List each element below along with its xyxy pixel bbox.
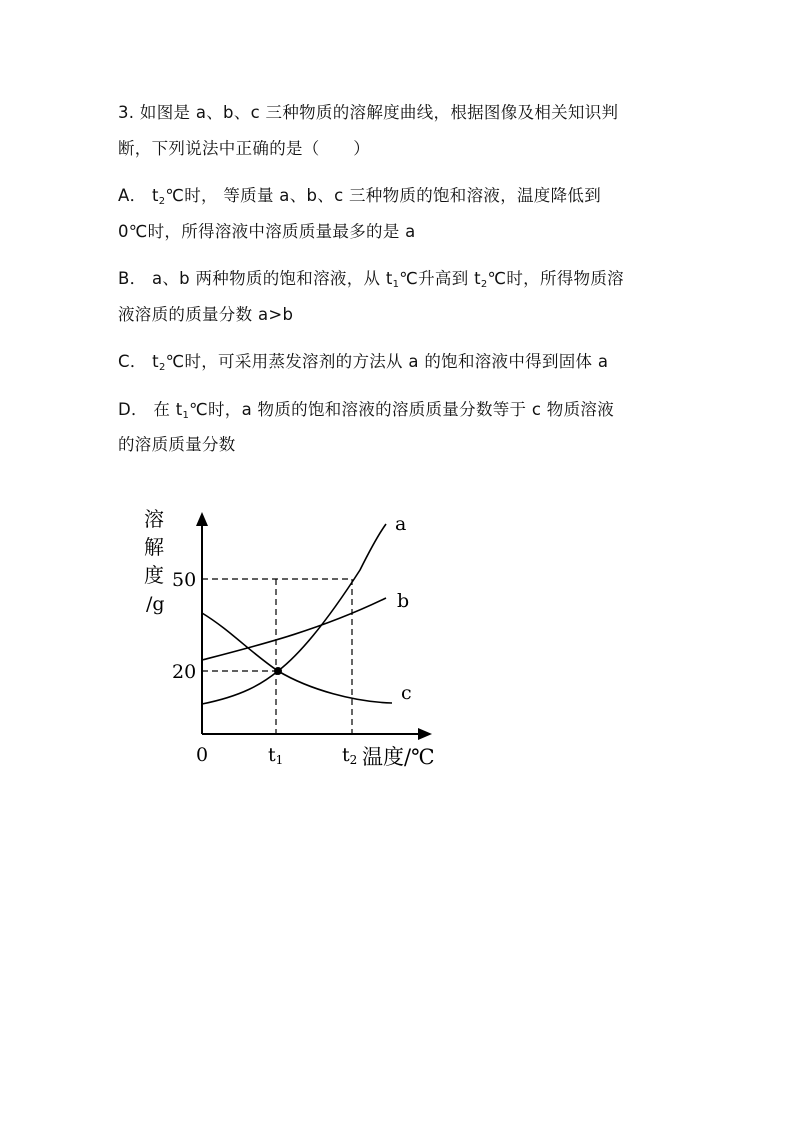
question-number: 3. bbox=[118, 103, 135, 122]
intersection-point bbox=[274, 667, 282, 675]
option-a-line-1: A． $t_2℃$时， 等质量 a、b、c 三种物质的饱和溶液，温度降低到 bbox=[118, 186, 602, 207]
option-d bbox=[118, 392, 688, 463]
origin-label: 0 bbox=[196, 744, 209, 766]
option-d-label: D． bbox=[118, 399, 148, 419]
curve-label-c: c bbox=[401, 682, 412, 704]
x-tick-t2: t2 bbox=[342, 744, 358, 767]
solubility-curve-figure bbox=[130, 500, 450, 790]
option-b-line-1: B． a、b 两种物质的饱和溶液，从 $t_1℃$升高到 $t_2℃$时，所得物质溶 bbox=[118, 269, 624, 290]
y-label-unit: /g bbox=[146, 593, 165, 615]
option-a-label: A． bbox=[118, 186, 147, 205]
y-tick-20: 20 bbox=[172, 661, 197, 683]
y-label-char-2: 解 bbox=[144, 535, 164, 559]
option-b-line-2: 液溶质的质量分数 a>b bbox=[118, 304, 294, 324]
x-axis-label: 温度/℃ bbox=[362, 745, 435, 769]
question-3 bbox=[118, 95, 688, 463]
option-a-line-2: 0℃时，所得溶液中溶质质量最多的是 a bbox=[118, 221, 416, 241]
curve-a bbox=[202, 524, 386, 704]
question-stem bbox=[118, 95, 688, 166]
stem-text-1: 如图是 a、b、c 三种物质的溶解度曲线，根据图像及相关知识判 bbox=[139, 103, 619, 122]
y-label-char-3: 度 bbox=[144, 563, 164, 587]
option-d-line-2: 的溶质质量分数 bbox=[118, 435, 236, 454]
option-d-line-1: D． 在 $t_1℃$时，a 物质的饱和溶液的溶质质量分数等于 c 物质溶液 bbox=[118, 399, 615, 421]
option-b-label: B． bbox=[118, 269, 147, 288]
y-axis-arrow-icon bbox=[196, 512, 208, 526]
option-c-line-1: C． $t_2℃$时，可采用蒸发溶剂的方法从 a 的饱和溶液中得到固体 a bbox=[118, 352, 609, 373]
option-c-label: C． bbox=[118, 352, 147, 371]
y-label-char-1: 溶 bbox=[144, 507, 164, 531]
stem-line-1 bbox=[118, 95, 688, 131]
curve-c bbox=[202, 613, 392, 703]
stem-line-2: 断，下列说法中正确的是（ ） bbox=[118, 138, 370, 158]
curve-label-a: a bbox=[395, 513, 407, 535]
solubility-curve-svg bbox=[130, 500, 450, 790]
x-tick-t1: t1 bbox=[268, 744, 284, 767]
option-a bbox=[118, 178, 688, 249]
option-b bbox=[118, 261, 688, 332]
curve-label-b: b bbox=[397, 590, 410, 612]
curve-b bbox=[202, 598, 386, 660]
y-tick-50: 50 bbox=[172, 569, 197, 591]
x-axis-arrow-icon bbox=[418, 728, 432, 740]
option-c bbox=[118, 344, 688, 380]
